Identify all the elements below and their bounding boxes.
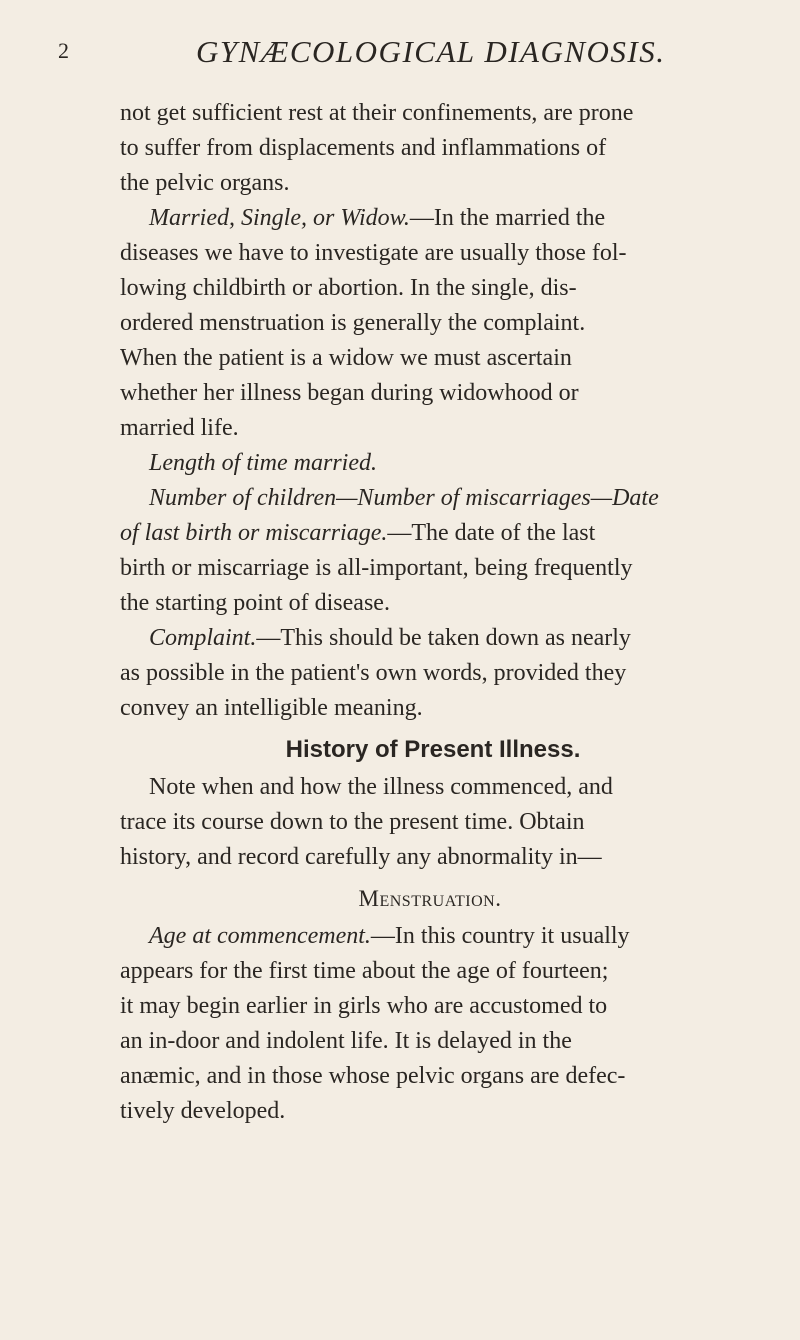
text-line <box>120 516 740 551</box>
text-line: history, and record carefully any abnormality in— <box>120 844 602 870</box>
run-in-heading: Number of children—Number of miscarriages—Date <box>149 485 659 511</box>
run-in-heading: Complaint. <box>149 625 257 651</box>
text-line: trace its course down to the present time. Obtain <box>120 809 585 835</box>
run-in-heading: Age at commencement. <box>149 923 371 949</box>
paragraph-age-commencement <box>120 919 740 954</box>
paragraph-married-single-widow <box>120 201 740 236</box>
text-line: it may begin earlier in girls who are accustomed to <box>120 993 608 1019</box>
text-line: an in-door and indolent life. It is delayed in the <box>120 1028 572 1054</box>
section-heading-history: History of Present Illness. <box>285 736 581 763</box>
text-line: appears for the first time about the age of fourteen; <box>120 958 609 984</box>
text-line: the pelvic organs. <box>120 170 290 196</box>
text-run: —In this country it usually <box>370 923 630 949</box>
text-line: the starting point of disease. <box>120 590 390 616</box>
text-line: birth or miscarriage is all-important, being frequently <box>120 555 633 581</box>
paragraph-complaint <box>120 621 740 656</box>
run-in-heading: of last birth or miscarriage. <box>120 520 388 546</box>
text-line: married life. <box>120 415 239 441</box>
paragraph-history: Note when and how the illness commenced, and <box>149 774 613 800</box>
text-line: ordered menstruation is generally the complaint. <box>120 310 586 336</box>
text-line: lowing childbirth or abortion. In the single, dis- <box>120 275 577 301</box>
text-line: to suffer from displacements and inflammations of <box>120 135 607 161</box>
running-head: GYNÆCOLOGICAL DIAGNOSIS. <box>196 34 666 69</box>
text-line: not get sufficient rest at their confinements, are prone <box>120 100 634 126</box>
text-line: as possible in the patient's own words, provided they <box>120 660 627 686</box>
body-text <box>120 96 740 1129</box>
text-line: tively developed. <box>120 1098 286 1124</box>
text-line: whether her illness began during widowhood or <box>120 380 579 406</box>
text-line: convey an intelligible meaning. <box>120 695 423 721</box>
paragraph-number-children <box>120 481 740 516</box>
page-number: 2 <box>58 38 69 63</box>
page-header <box>0 34 800 78</box>
run-in-heading: Married, Single, or Widow. <box>149 205 410 231</box>
run-in-heading: Length of time married. <box>149 450 377 476</box>
subheading-menstruation: Menstruation. <box>358 886 502 911</box>
text-run: —This should be taken down as nearly <box>256 625 631 651</box>
text-run: —In the married the <box>409 205 606 231</box>
text-run: —The date of the last <box>387 520 596 546</box>
text-line: When the patient is a widow we must ascertain <box>120 345 572 371</box>
paragraph-length-married <box>120 446 740 481</box>
text-line: anæmic, and in those whose pelvic organs are defec- <box>120 1063 626 1089</box>
text-line: diseases we have to investigate are usually those fol- <box>120 240 627 266</box>
